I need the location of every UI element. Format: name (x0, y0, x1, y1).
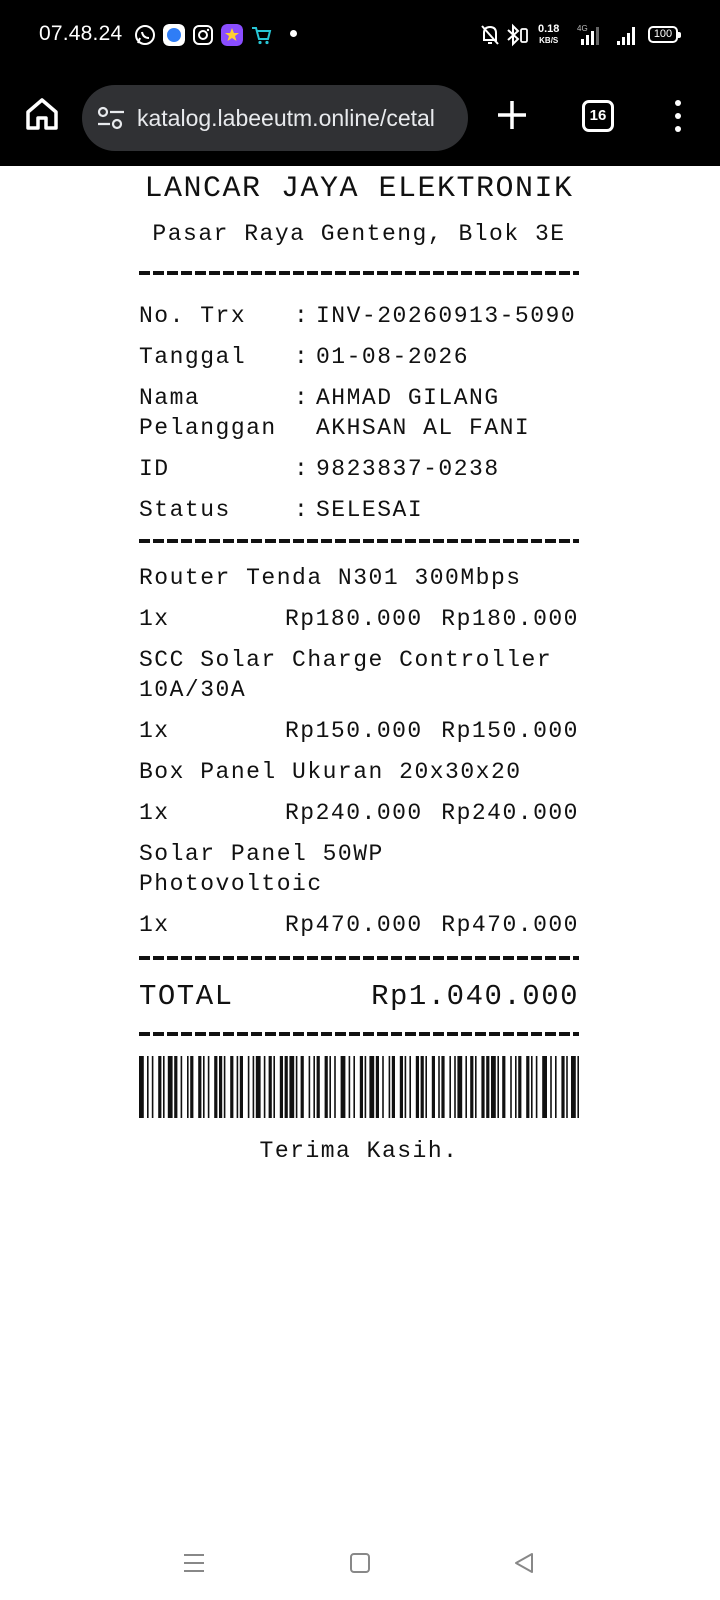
field-value: INV-20260913-5090 (316, 303, 577, 329)
signal-4g-icon (576, 22, 606, 48)
field-label: No. Trx (139, 303, 247, 329)
network-speed (538, 24, 559, 46)
item-name: Router Tenda N301 300Mbps (139, 565, 522, 591)
field-separator: : (294, 303, 310, 329)
item-price: Rp180.000 (285, 606, 423, 632)
item-name: Box Panel Ukuran 20x30x20 (139, 759, 522, 785)
home-nav-icon[interactable] (349, 1552, 371, 1574)
field-transaction-no (139, 301, 579, 331)
item-line (139, 798, 579, 828)
field-label: Tanggal (139, 344, 247, 370)
store-name: LANCAR JAYA ELEKTRONIK (144, 172, 574, 206)
bluetooth-battery-icon (505, 22, 529, 48)
thanks-message: Terima Kasih. (259, 1138, 459, 1164)
system-nav-bar (0, 1530, 720, 1600)
field-separator: : (294, 497, 310, 523)
field-label: ID (139, 456, 170, 482)
address-bar[interactable] (82, 85, 468, 151)
divider (139, 539, 579, 543)
notification-dot (290, 30, 297, 37)
receipt (139, 170, 579, 1164)
back-icon[interactable] (513, 1552, 535, 1574)
site-settings-icon[interactable] (96, 105, 126, 131)
field-value: 9823837-0238 (316, 456, 500, 482)
signal-icon (614, 22, 640, 48)
field-value: AHMAD GILANG AKHSAN AL FANI (316, 385, 531, 441)
field-label: Nama Pelanggan (139, 385, 277, 441)
item-qty: 1x (139, 800, 170, 826)
item-line (139, 716, 579, 746)
field-separator: : (294, 344, 310, 370)
url-text[interactable]: katalog.labeeutm.online/cetal (137, 105, 435, 131)
more-menu-icon[interactable] (666, 98, 690, 134)
item-line (139, 604, 579, 634)
item-subtotal: Rp470.000 (441, 912, 579, 938)
field-customer-id (139, 454, 579, 484)
divider (139, 956, 579, 960)
instagram-icon (192, 24, 214, 46)
svg-text:4G: 4G (577, 24, 588, 33)
whatsapp-icon (134, 24, 156, 46)
messenger-app-icon (163, 24, 185, 46)
network-speed-value: 0.18 (538, 23, 560, 35)
item-price: Rp240.000 (285, 800, 423, 826)
field-status (139, 495, 579, 525)
status-bar (0, 0, 720, 72)
item-qty: 1x (139, 718, 170, 744)
total-row (139, 978, 579, 1016)
browser-toolbar (0, 72, 720, 166)
item-subtotal: Rp240.000 (441, 800, 579, 826)
tab-switcher-button[interactable]: 16 (582, 100, 614, 132)
barcode (139, 1056, 579, 1118)
photos-app-icon (221, 24, 243, 46)
item-price: Rp150.000 (285, 718, 423, 744)
mute-bell-icon (479, 22, 501, 48)
item-subtotal: Rp180.000 (441, 606, 579, 632)
item-line (139, 910, 579, 940)
shopping-cart-icon (250, 24, 272, 46)
status-time: 07.48.24 (39, 22, 123, 45)
network-speed-unit: KB/S (539, 36, 559, 45)
battery-icon: 100 (648, 26, 678, 43)
store-address: Pasar Raya Genteng, Blok 3E (152, 221, 566, 247)
plus-icon[interactable] (495, 98, 529, 132)
total-value: Rp1.040.000 (371, 980, 579, 1013)
item-name: Solar Panel 50WP Photovoltoic (139, 841, 384, 897)
item-name: SCC Solar Charge Controller 10A/30A (139, 647, 553, 703)
field-value: 01-08-2026 (316, 344, 470, 370)
home-icon[interactable] (22, 94, 62, 134)
item-qty: 1x (139, 912, 170, 938)
recent-apps-icon[interactable] (182, 1552, 206, 1574)
field-separator: : (294, 456, 310, 482)
field-value: SELESAI (316, 497, 424, 523)
divider (139, 271, 579, 275)
field-customer-name (139, 383, 579, 443)
item-subtotal: Rp150.000 (441, 718, 579, 744)
total-label: TOTAL (139, 980, 234, 1013)
divider (139, 1032, 579, 1036)
item-qty: 1x (139, 606, 170, 632)
field-date (139, 342, 579, 372)
field-label: Status (139, 497, 231, 523)
field-separator: : (294, 385, 310, 411)
item-price: Rp470.000 (285, 912, 423, 938)
